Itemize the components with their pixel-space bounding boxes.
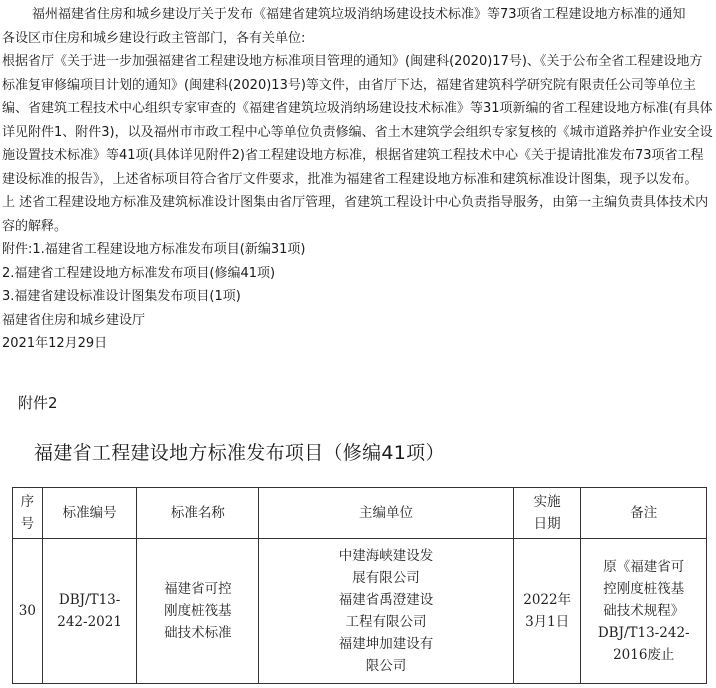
notice-body-paragraph-1: 根据省厅《关于进一步加强福建省工程建设地方标准项目管理的通知》(闽建科(2020)17号)、《关于公布全省工程建设地方标准复审修编项目计划的通知》(闽建科(2020)13号)等文件，由省厅下达，福建省建筑科学研究院有限责任公司等单位主编、省建筑工程技术中心组织专家审查的《福建省建筑垃圾消纳场建设技术标准》等31项新编的省工程建设地方标准(有具体详见附件1、附件3)，以及福州市市政工程中心等单位负责修编、省土木建筑学会组织专家复核的《城市道路养护作业安全设施设置技术标准》等41项(具体详见附件2)省工程建设地方标准，根据省建筑工程技术中心《关于提请批准发布73项省工程建设标准的报告》，上述省标项目符合省厅文件要求，批准为福建省工程建设地方标准和建筑标准设计图集，现予以发布。 bbox=[2, 54, 713, 187]
header-unit: 主编单位 bbox=[259, 488, 514, 539]
cell-note: 原《福建省可 控刚度桩筏基 础技术规程》 DBJ/T13-242- 2016废止 bbox=[581, 539, 707, 684]
table-row bbox=[13, 539, 707, 684]
header-name: 标准名称 bbox=[137, 488, 259, 539]
attachment-label: 附件2 bbox=[18, 394, 58, 412]
standards-table bbox=[12, 487, 707, 684]
notice-body-paragraph-2: 上 述省工程建设地方标准及建筑标准设计图集由省厅管理，省建筑工程设计中心负责指导服务，由第一主编负责具体技术内容的解释。 bbox=[2, 195, 709, 234]
header-no: 序 号 bbox=[13, 488, 43, 539]
table-title: 福建省工程建设地方标准发布项目（修编41项） bbox=[34, 442, 445, 464]
cell-code: DBJ/T13- 242-2021 bbox=[42, 539, 137, 684]
cell-unit: 中建海峡建设发 展有限公司 福建省禹澄建设 工程有限公司 福建坤加建设有 限公司 bbox=[259, 539, 514, 684]
notice-title: 福州福建省住房和城乡建设厅关于发布《福建省建筑垃圾消纳场建设技术标准》等73项省工程建设地方标准的通知 bbox=[32, 7, 686, 22]
issuer: 福建省住房和城乡建设厅 bbox=[2, 312, 146, 328]
notice-text bbox=[2, 3, 714, 356]
attachment-line-2: 2.福建省工程建设地方标准发布项目(修编41项) bbox=[2, 265, 276, 281]
header-date: 实施 日期 bbox=[513, 488, 581, 539]
attachment-line-3: 3.福建省建设标准设计图集发布项目(1项) bbox=[2, 289, 241, 304]
issue-date: 2021年12月29日 bbox=[2, 336, 108, 351]
attachment-line-1: 附件:1.福建省工程建设地方标准发布项目(新编31项) bbox=[2, 242, 306, 257]
cell-name: 福建省可控 刚度桩筏基 础技术标准 bbox=[137, 539, 259, 684]
header-code: 标准编号 bbox=[42, 488, 137, 539]
cell-no: 30 bbox=[13, 539, 43, 684]
table-header-row bbox=[13, 488, 707, 539]
cell-date: 2022年 3月1日 bbox=[513, 539, 581, 684]
header-note: 备注 bbox=[581, 488, 707, 539]
notice-salutation: 各设区市住房和城乡建设行政主管部门，各有关单位: bbox=[2, 30, 306, 46]
